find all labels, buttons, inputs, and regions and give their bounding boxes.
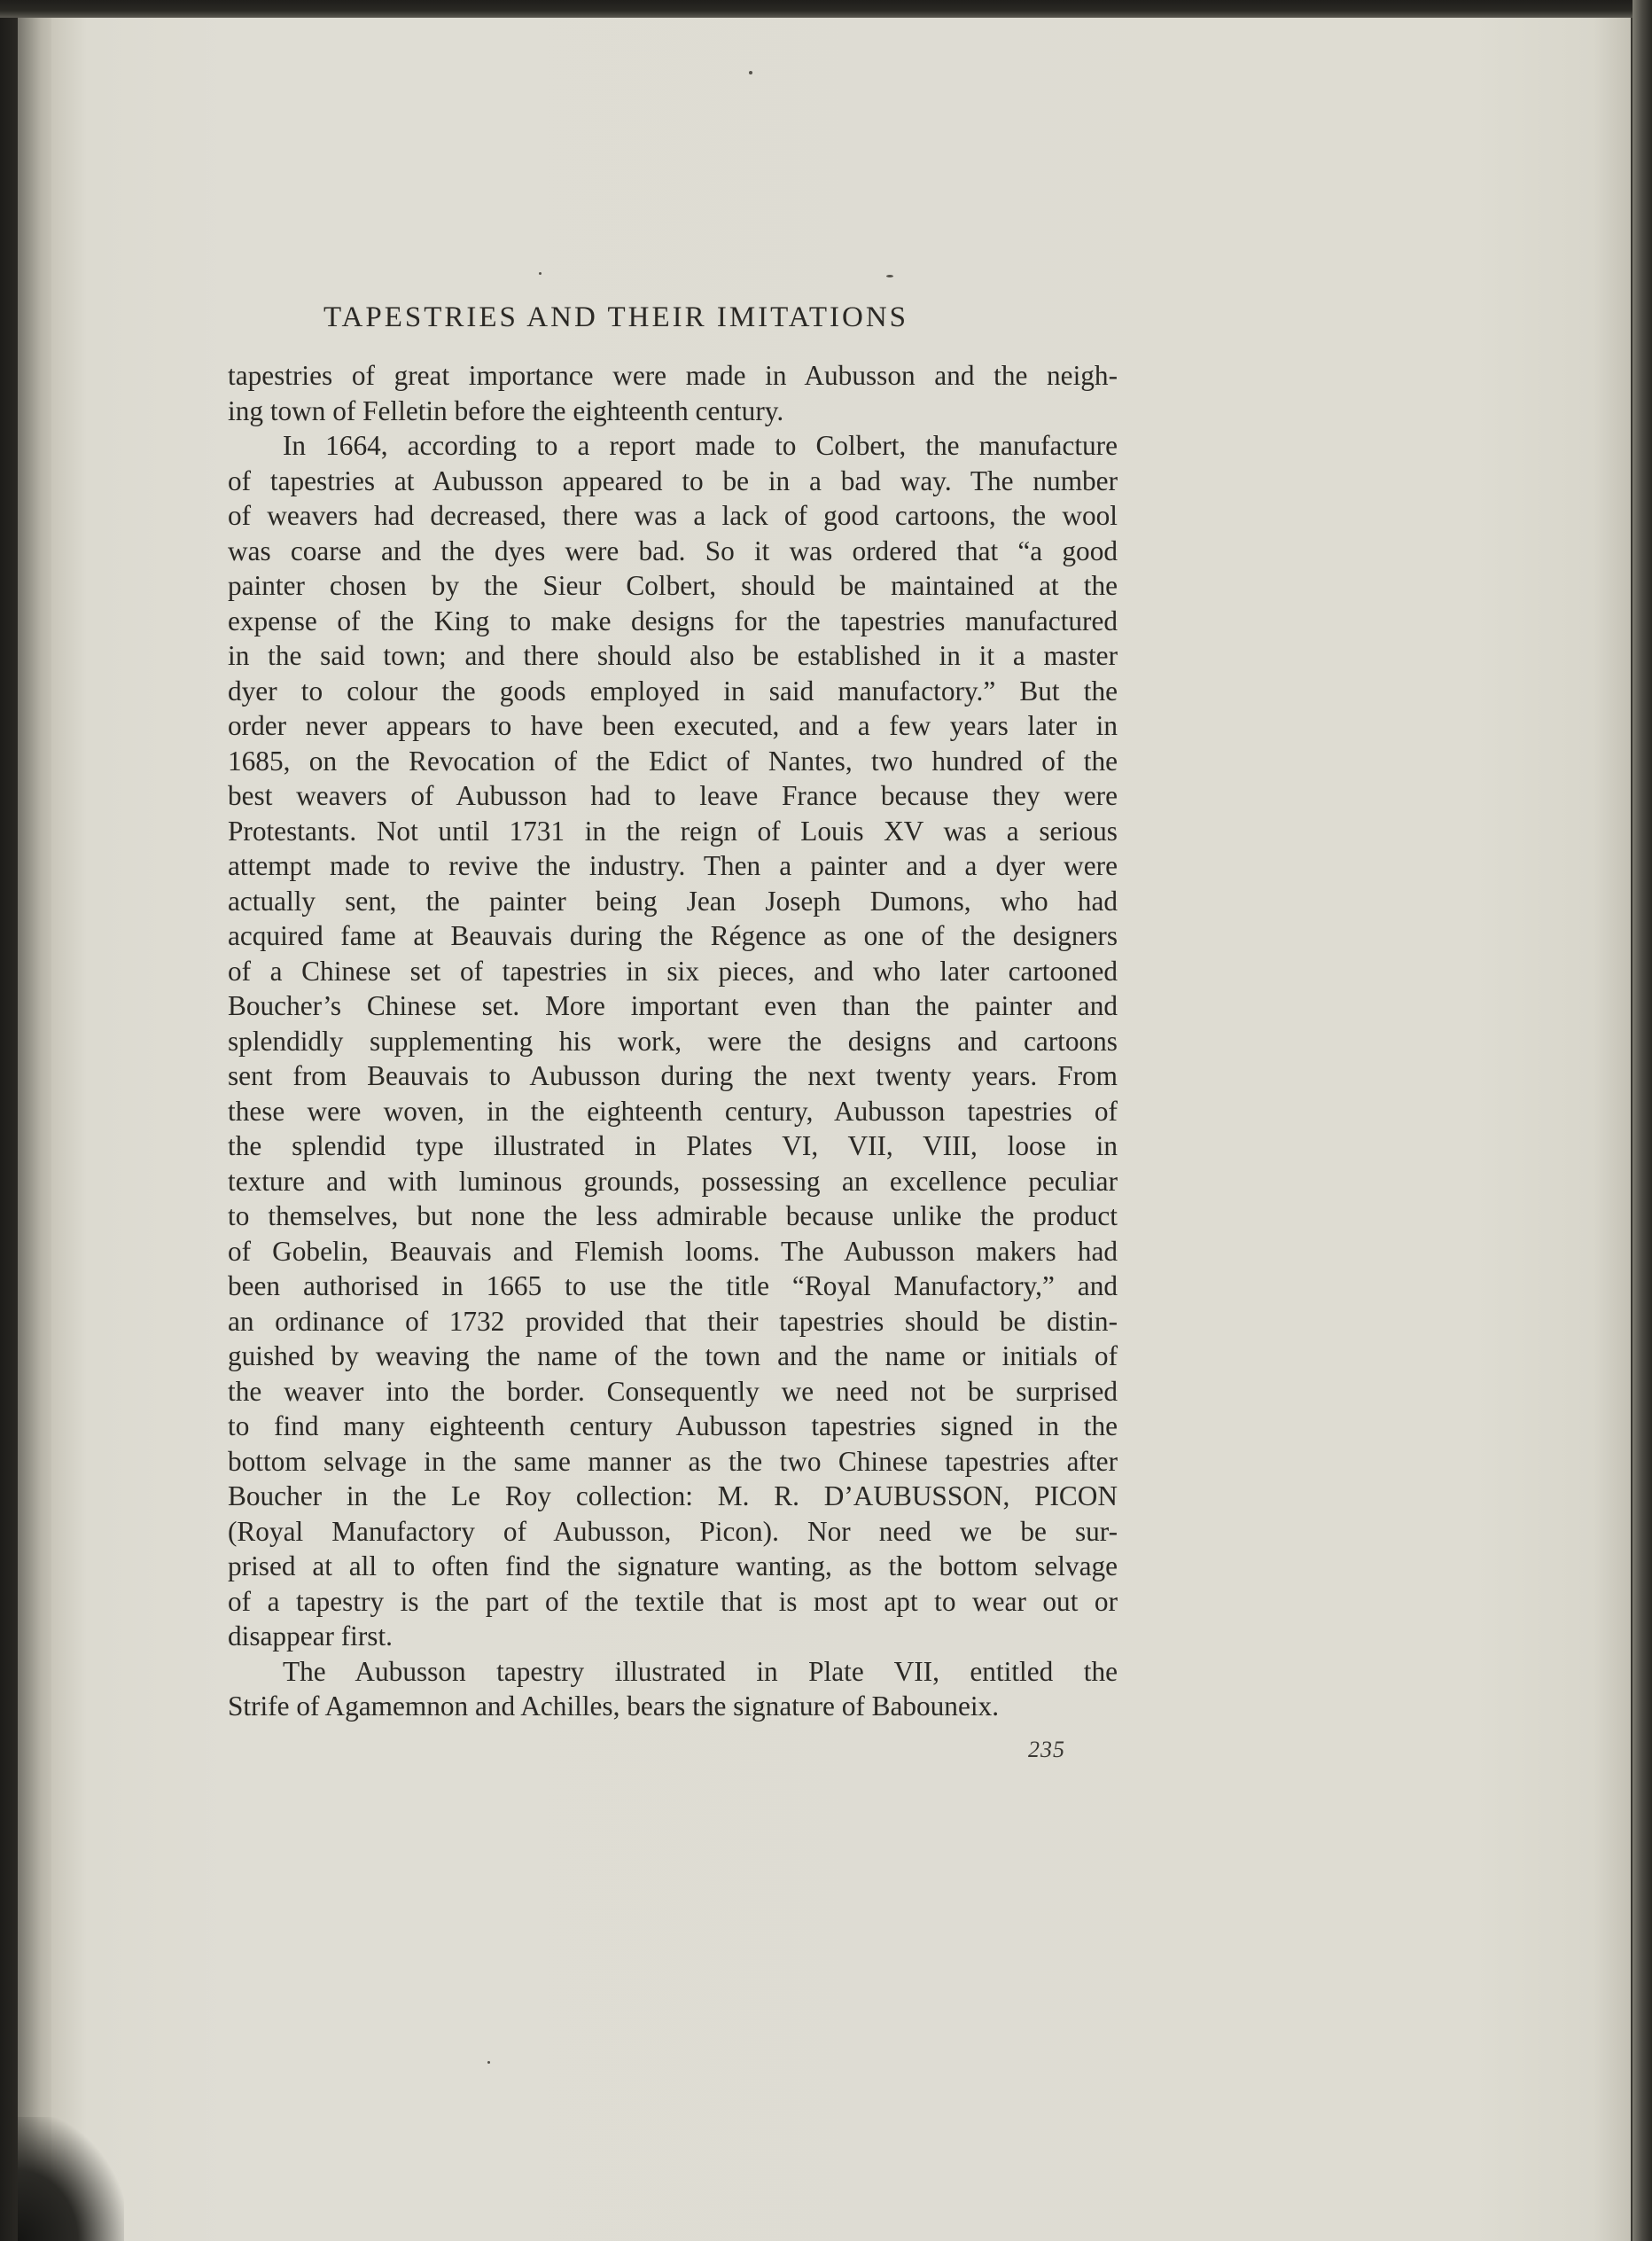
text-line: (Royal Manufactory of Aubusson, Picon). Nor need we be sur-	[228, 1515, 1118, 1547]
text-line: these were woven, in the eighteenth century, Aubusson tapestries of	[228, 1095, 1118, 1127]
text-line: painter chosen by the Sieur Colbert, should be maintained at the	[228, 570, 1118, 601]
text-line: attempt made to revive the industry. Then a painter and a dyer were	[228, 850, 1118, 881]
text-line: of Gobelin, Beauvais and Flemish looms. The Aubusson makers had	[228, 1235, 1118, 1267]
top-edge	[0, 0, 1652, 18]
text-line: order never appears to have been executed, and a few years later in	[228, 710, 1118, 741]
text-line: Strife of Agamemnon and Achilles, bears the signature of Babouneix.	[228, 1691, 1000, 1722]
text-line: splendidly supplementing his work, were the designs and cartoons	[228, 1025, 1118, 1057]
paper-speck	[886, 275, 893, 277]
page-curl-shadow	[18, 2117, 124, 2241]
text-line: to find many eighteenth century Aubusson tapestries signed in the	[228, 1410, 1118, 1441]
paper-speck	[539, 272, 542, 275]
text-line: 1685, on the Revocation of the Edict of Nantes, two hundred of the	[228, 745, 1118, 777]
text-line: been authorised in 1665 to use the title “Royal Manufactory,” and	[228, 1270, 1118, 1301]
text-line: actually sent, the painter being Jean Joseph Dumons, who had	[228, 885, 1118, 917]
text-line: of a tapestry is the part of the textile that is most apt to wear out or	[228, 1585, 1118, 1617]
text-line: In 1664, according to a report made to Colbert, the manufacture	[283, 430, 1118, 461]
text-line: Protestants. Not until 1731 in the reign of Louis XV was a serious	[228, 815, 1118, 847]
text-line: an ordinance of 1732 provided that their tapestries should be distin-	[228, 1305, 1118, 1337]
running-head: TAPESTRIES AND THEIR IMITATIONS	[323, 301, 909, 333]
text-line: the weaver into the border. Consequently we need not be surprised	[228, 1375, 1118, 1407]
text-line: guished by weaving the name of the town and the name or initials of	[228, 1340, 1118, 1371]
text-line: of tapestries at Aubusson appeared to be in a bad way. The number	[228, 465, 1118, 496]
text-line: to themselves, but none the less admirable because unlike the product	[228, 1200, 1118, 1231]
right-edge	[1633, 0, 1652, 2241]
text-line: dyer to colour the goods employed in said manufactory.” But the	[228, 675, 1118, 707]
text-line: of a Chinese set of tapestries in six pieces, and who later cartooned	[228, 955, 1118, 987]
paper-speck	[749, 71, 752, 74]
text-line: tapestries of great importance were made in Aubusson and the neigh-	[228, 360, 1118, 391]
text-line: Boucher’s Chinese set. More important even than the painter and	[228, 990, 1118, 1021]
text-line: the splendid type illustrated in Plates VI, VII, VIII, loose in	[228, 1130, 1118, 1161]
text-line: Boucher in the Le Roy collection: M. R. D’AUBUSSON, PICON	[228, 1480, 1118, 1511]
paper-speck	[487, 2061, 490, 2064]
text-line: was coarse and the dyes were bad. So it was ordered that “a good	[228, 535, 1118, 566]
text-line: acquired fame at Beauvais during the Régence as one of the designers	[228, 920, 1118, 951]
text-line: of weavers had decreased, there was a lack of good cartoons, the wool	[228, 500, 1118, 531]
text-line: The Aubusson tapestry illustrated in Plate VII, entitled the	[283, 1655, 1118, 1687]
text-line: bottom selvage in the same manner as the two Chinese tapestries after	[228, 1445, 1118, 1477]
text-line: in the said town; and there should also be established in it a master	[228, 640, 1118, 671]
page-number: 235	[1028, 1737, 1065, 1762]
text-line: best weavers of Aubusson had to leave France because they were	[228, 780, 1118, 811]
body-text	[228, 358, 1118, 1724]
text-line: prised at all to often find the signature wanting, as the bottom selvage	[228, 1550, 1118, 1581]
text-line: sent from Beauvais to Aubusson during the next twenty years. From	[228, 1060, 1118, 1091]
text-line: disappear first.	[228, 1620, 393, 1651]
text-line: ing town of Felletin before the eighteenth century.	[228, 394, 784, 426]
text-line: texture and with luminous grounds, possessing an excellence peculiar	[228, 1165, 1118, 1197]
text-line: expense of the King to make designs for the tapestries manufactured	[228, 605, 1118, 636]
